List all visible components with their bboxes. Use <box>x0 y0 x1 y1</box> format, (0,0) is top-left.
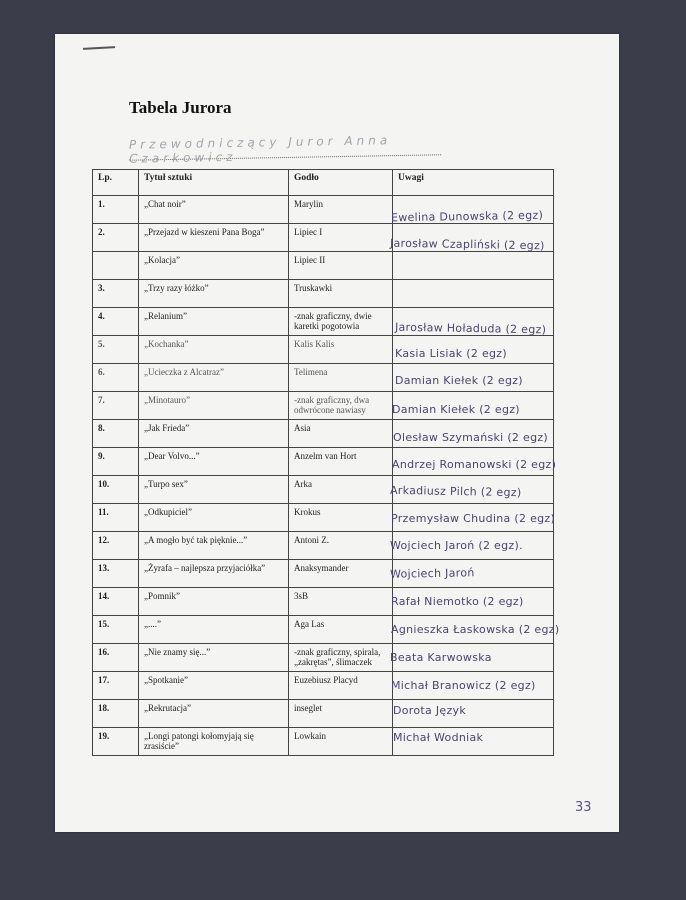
cell-godlo: Asia <box>289 420 393 448</box>
cell-godlo: Antoni Z. <box>289 532 393 560</box>
handwritten-note: Damian Kiełek (2 egz) <box>392 403 520 416</box>
cell-title: „Trzy razy łóżko” <box>139 280 289 308</box>
header-godlo: Godło <box>289 170 393 196</box>
cell-godlo: Kalis Kalis <box>289 336 393 364</box>
cell-title: „Longi patongi kołomyjają się zrasiście” <box>139 728 289 756</box>
cell-lp: 5. <box>93 336 139 364</box>
cell-title: „Przejazd w kieszeni Pana Boga” <box>139 224 289 252</box>
cell-godlo: Anaksymander <box>289 560 393 588</box>
cell-lp: 11. <box>93 504 139 532</box>
header-lp: Lp. <box>93 170 139 196</box>
cell-godlo: Lipiec I <box>289 224 393 252</box>
cell-title: „Relanium” <box>139 308 289 336</box>
cell-title: „Pomnik” <box>139 588 289 616</box>
handwritten-note: Jarosław Czapliński (2 egz) <box>389 236 545 253</box>
cell-title: „Dear Volvo...” <box>139 448 289 476</box>
handwritten-note: Michał Wodniak <box>393 731 484 744</box>
cell-godlo: Truskawki <box>289 280 393 308</box>
cell-lp: 4. <box>93 308 139 336</box>
cell-godlo: Aga Las <box>289 616 393 644</box>
signature-line: Przewodniczący Juror Anna Czarkowicz <box>129 132 441 160</box>
cell-godlo: Marylin <box>289 196 393 224</box>
cell-title: „Minotauro” <box>139 392 289 420</box>
cell-godlo: 3sB <box>289 588 393 616</box>
page-number: 33 <box>575 800 592 815</box>
cell-lp: 16. <box>93 644 139 672</box>
cell-title: „Kolacja” <box>139 252 289 280</box>
page-title: Tabela Jurora <box>129 98 232 117</box>
cell-godlo: Telimena <box>289 364 393 392</box>
handwritten-note: Wojciech Jaroń (2 egz). <box>390 539 523 552</box>
handwritten-note: Kasia Lisiak (2 egz) <box>395 347 507 360</box>
cell-title: „Nie znamy się...” <box>139 644 289 672</box>
cell-title: „Kochanka” <box>139 336 289 364</box>
handwritten-note: Michał Branowicz (2 egz) <box>391 679 536 692</box>
cell-title: „Żyrafa – najlepsza przyjaciółka” <box>139 560 289 588</box>
cell-godlo: Arka <box>289 476 393 504</box>
cell-godlo: Lowkain <box>289 728 393 756</box>
table-row <box>93 560 554 588</box>
cell-lp: 6. <box>93 364 139 392</box>
cell-lp: 10. <box>93 476 139 504</box>
cell-title: „Spotkanie” <box>139 672 289 700</box>
cell-lp: 2. <box>93 224 139 252</box>
cell-lp: 14. <box>93 588 139 616</box>
cell-godlo: Anzelm van Hort <box>289 448 393 476</box>
handwritten-note: Rafał Niemotko (2 egz) <box>391 595 524 608</box>
cell-lp: 12. <box>93 532 139 560</box>
handwritten-note: Arkadiusz Pilch (2 egz) <box>389 483 522 500</box>
handwritten-note: Agnieszka Łaskowska (2 egz) <box>391 623 560 636</box>
cell-godlo: -znak graficzny, spirala, „zakrętas”, ślimaczek <box>289 644 393 672</box>
paper-sheet <box>55 34 619 832</box>
table-row <box>93 252 554 280</box>
cell-lp: 8. <box>93 420 139 448</box>
handwritten-note: Andrzej Romanowski (2 egz) <box>392 458 557 471</box>
table-row <box>93 728 554 756</box>
handwritten-note: Jarosław Hoładuda (2 egz) <box>394 320 547 337</box>
handwritten-note: Dorota Język <box>393 704 467 717</box>
cell-lp <box>93 252 139 280</box>
cell-lp: 17. <box>93 672 139 700</box>
handwritten-note: Beata Karwowska <box>390 651 492 664</box>
cell-godlo: inseglet <box>289 700 393 728</box>
cell-lp: 13. <box>93 560 139 588</box>
cell-uwagi <box>393 252 554 280</box>
pen-mark <box>83 46 115 50</box>
table-header-row <box>93 170 554 196</box>
cell-lp: 7. <box>93 392 139 420</box>
cell-lp: 1. <box>93 196 139 224</box>
cell-uwagi <box>393 280 554 308</box>
handwritten-note: Olesław Szymański (2 egz) <box>393 431 549 444</box>
table-row <box>93 280 554 308</box>
cell-lp: 18. <box>93 700 139 728</box>
cell-title: „A mogło być tak pięknie...” <box>139 532 289 560</box>
handwritten-note: Przemysław Chudina (2 egz) <box>391 512 556 525</box>
cell-godlo: -znak graficzny, dwie karetki pogotowia <box>289 308 393 336</box>
cell-title: „Rekrutacja” <box>139 700 289 728</box>
handwritten-note: Damian Kiełek (2 egz) <box>395 374 523 387</box>
header-uwagi: Uwagi <box>393 170 554 196</box>
cell-title: „Jak Frieda” <box>139 420 289 448</box>
cell-title: „Chat noir” <box>139 196 289 224</box>
cell-lp: 9. <box>93 448 139 476</box>
cell-title: „Odkupiciel” <box>139 504 289 532</box>
cell-lp: 3. <box>93 280 139 308</box>
cell-godlo: Krokus <box>289 504 393 532</box>
cell-title: „Turpo sex” <box>139 476 289 504</box>
cell-godlo: -znak graficzny, dwa odwrócone nawiasy <box>289 392 393 420</box>
cell-title: „....” <box>139 616 289 644</box>
cell-lp: 19. <box>93 728 139 756</box>
handwritten-note: Ewelina Dunowska (2 egz) <box>390 208 544 225</box>
table-row <box>93 700 554 728</box>
header-title: Tytuł sztuki <box>139 170 289 196</box>
cell-title: „Ucieczka z Alcatraz” <box>139 364 289 392</box>
handwritten-note: Wojciech Jaroń <box>389 566 475 581</box>
cell-lp: 15. <box>93 616 139 644</box>
cell-godlo: Lipiec II <box>289 252 393 280</box>
cell-godlo: Euzebiusz Placyd <box>289 672 393 700</box>
